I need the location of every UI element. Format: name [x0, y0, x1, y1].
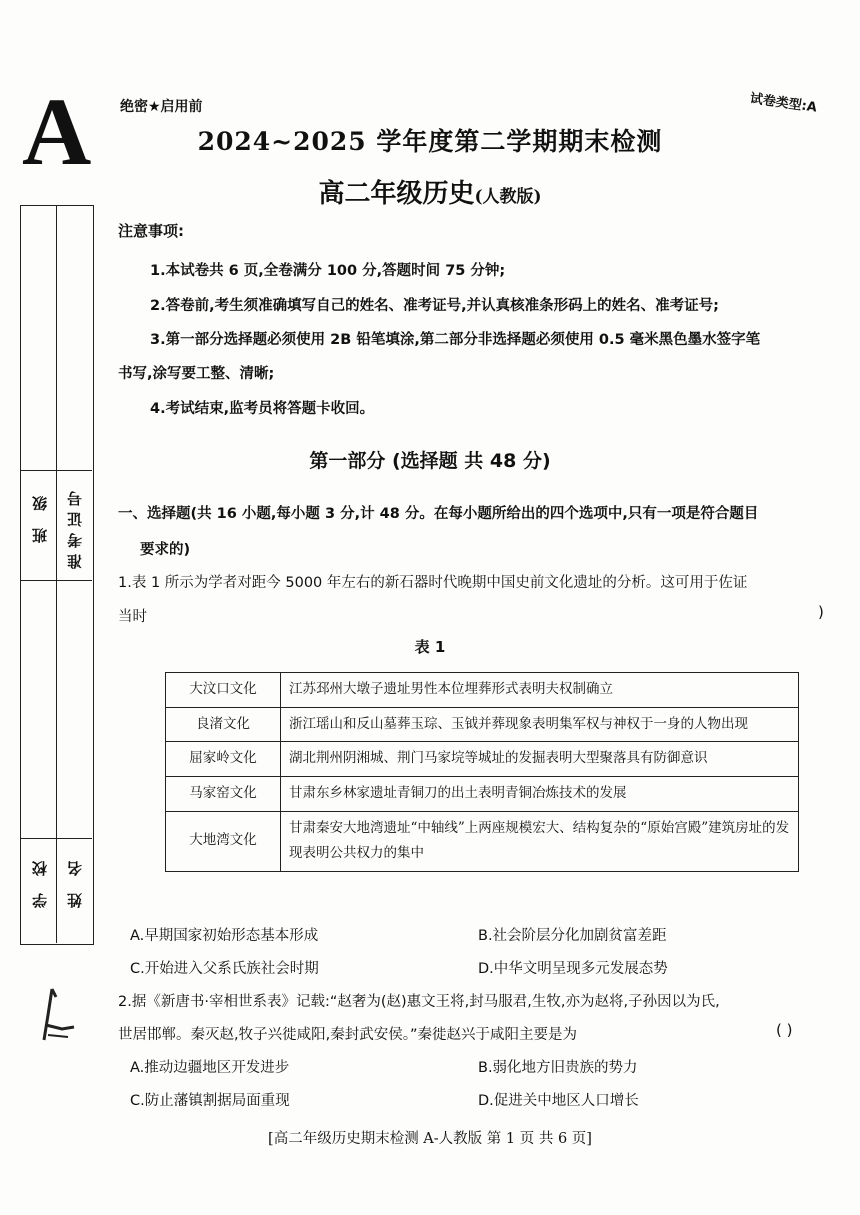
- section-instructions: 一、选择题(共 16 小题,每小题 3 分,计 48 分。在每小题所给出的四个选项中,只有一项是符合题目: [118, 506, 759, 522]
- note-item: 2.答卷前,考生须准确填写自己的姓名、准考证号,并认真核准条形码上的姓名、准考证号;: [150, 298, 719, 314]
- q1-option-c[interactable]: C.开始进入父系氏族社会时期: [130, 961, 319, 977]
- culture-name: 马家窑文化: [166, 776, 281, 811]
- notes-heading: 注意事项:: [118, 222, 184, 240]
- question-2-stem: 2.据《新唐书·宰相世系表》记载:“赵奢为(赵)惠文王将,封马服君,生牧,亦为赵将,子孙因以为氏,: [118, 994, 720, 1010]
- q2-option-b[interactable]: B.弱化地方旧贵族的势力: [478, 1060, 638, 1076]
- binding-divider: [56, 205, 57, 943]
- culture-desc: 甘肃东乡林家遗址青铜刀的出土表明青铜冶炼技术的发展: [281, 776, 799, 811]
- table-row: [166, 673, 799, 708]
- question-2-stem-cont: 世居邯郸。秦灭赵,牧子兴徙咸阳,秦封武安侯。”秦徙赵兴于咸阳主要是为: [118, 1027, 577, 1043]
- culture-desc: 江苏邳州大墩子遗址男性本位埋葬形式表明夫权制确立: [281, 673, 799, 708]
- table-title: 表 1: [414, 638, 446, 656]
- table-row: [166, 811, 799, 871]
- culture-name: 大地湾文化: [166, 811, 281, 871]
- culture-name: 大汶口文化: [166, 673, 281, 708]
- culture-desc: 湖北荆州阴湘城、荆门马家垸等城址的发掘表明大型聚落具有防御意识: [281, 742, 799, 777]
- culture-name: 屈家岭文化: [166, 742, 281, 777]
- name-label: 姓 名: [66, 855, 84, 909]
- binding-rule: [20, 580, 92, 581]
- note-item: 书写,涂写要工整、清晰;: [118, 366, 275, 382]
- question-1-stem: 1.表 1 所示为学者对距今 5000 年左右的新石器时代晚期中国史前文化遗址的分析。这可用于佐证: [118, 575, 748, 591]
- exam-title: 2024~2025 学年度第二学期期末检测: [197, 127, 663, 156]
- table-row: [166, 776, 799, 811]
- q2-option-a[interactable]: A.推动边疆地区开发进步: [130, 1060, 290, 1076]
- page-footer: [高二年级历史期末检测 A-人教版 第 1 页 共 6 页]: [268, 1131, 592, 1147]
- confidential-mark: 绝密★启用前: [120, 99, 203, 115]
- culture-desc: 浙江瑶山和反山墓葬玉琮、玉钺并葬现象表明集军权与神权于一身的人物出现: [281, 707, 799, 742]
- paper-type-stamp: 试卷类型:A: [749, 91, 818, 116]
- section-instructions-cont: 要求的): [140, 542, 191, 558]
- exam-subtitle: [0, 173, 860, 210]
- table-row: [166, 742, 799, 777]
- q2-option-c[interactable]: C.防止藩镇割据局面重现: [130, 1093, 290, 1109]
- table-row: [166, 707, 799, 742]
- question-1-stem-cont: 当时: [118, 609, 147, 625]
- q1-option-b[interactable]: B.社会阶层分化加剧贫富差距: [478, 928, 667, 944]
- binding-strip: [20, 205, 94, 945]
- q2-option-d[interactable]: D.促进关中地区人口增长: [478, 1093, 639, 1109]
- subject-title: 高二年级历史: [318, 179, 475, 209]
- note-item: 3.第一部分选择题必须使用 2B 铅笔填涂,第二部分非选择题必须使用 0.5 毫米黑色墨水签字笔: [150, 332, 761, 348]
- q1-option-d[interactable]: D.中华文明呈现多元发展态势: [478, 961, 668, 977]
- culture-desc: 甘肃秦安大地湾遗址“中轴线”上两座规模宏大、结构复杂的“原始宫殿”建筑房址的发现表明公共权力的集中: [281, 811, 799, 871]
- class-label: 班 级: [31, 490, 49, 544]
- binding-rule: [20, 838, 92, 839]
- edition-label: (人教版): [474, 187, 542, 207]
- school-label: 学 校: [31, 855, 49, 909]
- culture-table: [165, 672, 799, 872]
- paper-letter: A: [22, 78, 92, 185]
- note-item: 1.本试卷共 6 页,全卷满分 100 分,答题时间 75 分钟;: [150, 263, 506, 279]
- answer-bracket: ): [818, 603, 824, 621]
- exam-number-label: 准考证号: [66, 485, 84, 569]
- ink-mark: [34, 985, 84, 1045]
- answer-bracket: ( ): [776, 1021, 793, 1039]
- note-item: 4.考试结束,监考员将答题卡收回。: [150, 401, 375, 417]
- culture-name: 良渚文化: [166, 707, 281, 742]
- part-one-title: 第一部分 (选择题 共 48 分): [309, 450, 551, 472]
- q1-option-a[interactable]: A.早期国家初始形态基本形成: [130, 928, 319, 944]
